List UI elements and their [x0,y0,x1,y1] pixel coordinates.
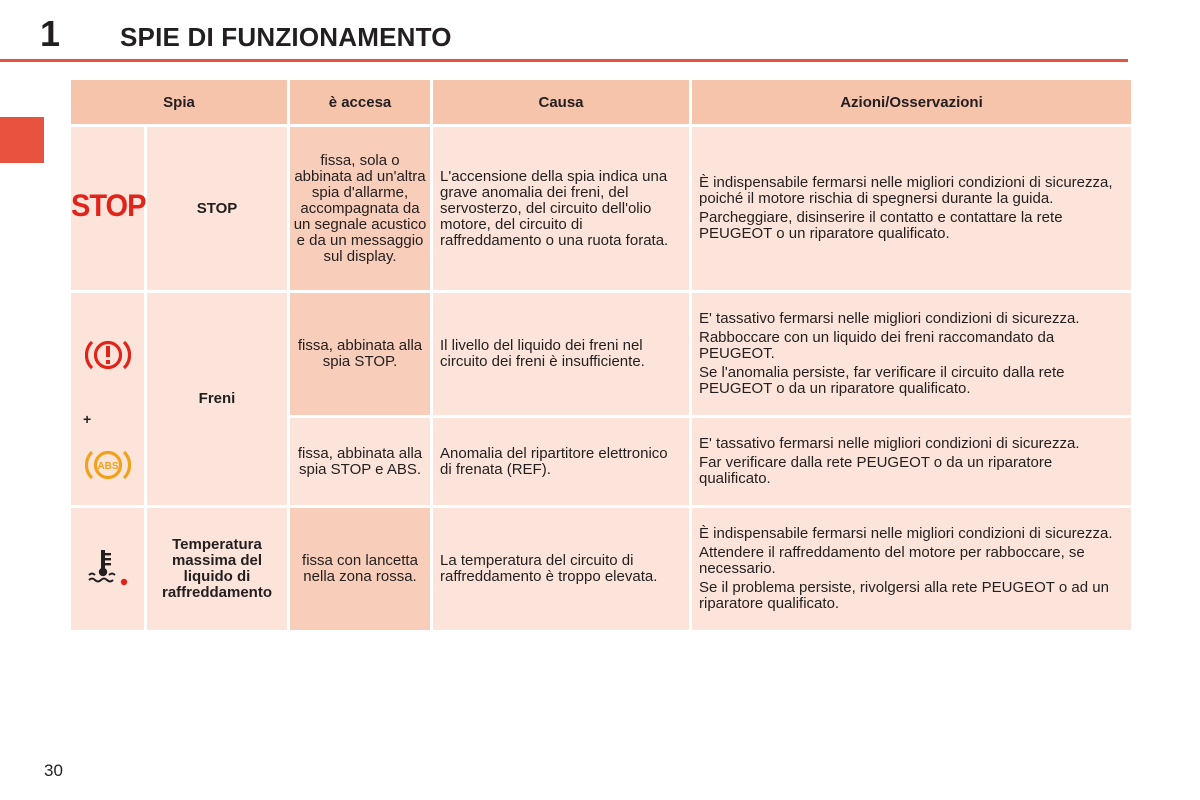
column-header-causa: Causa [433,80,689,124]
cause-freni-2: Anomalia del ripartitore elettronico di frenata (REF). [433,418,689,505]
action-text: Se il problema persiste, rivolgersi alla rete PEUGEOT o ad un riparatore qualificato. [699,579,1109,612]
page-title: SPIE DI FUNZIONAMENTO [120,22,452,52]
action-text: Se l'anomalia persiste, far verificare il circuito dalla rete PEUGEOT o da un riparatore qualificato. [699,364,1065,397]
table-row-stop [71,127,1131,290]
stop-warning-icon: STOP [71,188,146,224]
action-text: È indispensabile fermarsi nelle migliori condizioni di sicurezza, poiché il motore rischia di spegnersi durante la guida. [699,174,1113,207]
cause-stop: L'accensione della spia indica una grave anomalia dei freni, del servosterzo, del circuito dell'olio motore, del circuito di raffreddamento o una ruota forata. [433,127,689,290]
action-text: Rabboccare con un liquido dei freni raccomandato da PEUGEOT. [699,329,1055,362]
actions-stop [692,127,1131,290]
icon-cell-stop [71,127,144,290]
actions-freni-1 [692,293,1131,415]
lit-condition-temperatura: fissa con lancetta nella zona rossa. [290,508,430,630]
actions-freni-2 [692,418,1131,505]
abs-warning-icon [85,445,131,485]
action-text: E' tassativo fermarsi nelle migliori condizioni di sicurezza. [699,310,1080,327]
light-name-freni: Freni [147,293,287,505]
action-text: Attendere il raffreddamento del motore per rabboccare, se necessario. [699,544,1085,577]
page-number: 30 [44,761,63,780]
actions-temperatura [692,508,1131,630]
lit-condition-freni-1: fissa, abbinata alla spia STOP. [290,293,430,415]
chapter-number: 1 [40,13,61,54]
action-text: E' tassativo fermarsi nelle migliori condizioni di sicurezza. [699,435,1080,452]
lit-condition-freni-2: fissa, abbinata alla spia STOP e ABS. [290,418,430,505]
column-header-accesa: è accesa [290,80,430,124]
column-header-azioni: Azioni/Osservazioni [692,80,1131,124]
cause-temperatura: La temperatura del circuito di raffreddamento è troppo elevata. [433,508,689,630]
cause-freni-1: Il livello del liquido dei freni nel circuito dei freni è insufficiente. [433,293,689,415]
chapter-tab-marker [0,117,44,163]
coolant-temperature-icon [86,547,130,587]
title-divider [0,59,1128,62]
action-text: Parcheggiare, disinserire il contatto e contattare la rete PEUGEOT o un riparatore qualificato. [699,209,1063,242]
column-header-spia: Spia [71,80,287,124]
light-name-stop: STOP [147,127,287,290]
table-row-freni-1 [71,293,1131,415]
lit-condition-stop: fissa, sola o abbinata ad un'altra spia d'allarme, accompagnata da un segnale acustico e da un messaggio sul display. [290,127,430,290]
table-header-row [71,80,1131,124]
table-row-temperatura [71,508,1131,630]
warning-lights-table [68,77,1134,633]
icon-cell-freni [71,293,144,505]
icon-cell-temperatura [71,508,144,630]
action-text: È indispensabile fermarsi nelle migliori condizioni di sicurezza. [699,525,1113,542]
plus-symbol: + [83,411,92,427]
brake-warning-icon [85,335,131,375]
action-text: Far verificare dalla rete PEUGEOT o da un riparatore qualificato. [699,454,1053,487]
light-name-temperatura: Temperatura massima del liquido di raffreddamento [147,508,287,630]
abs-label: ABS [97,461,119,472]
